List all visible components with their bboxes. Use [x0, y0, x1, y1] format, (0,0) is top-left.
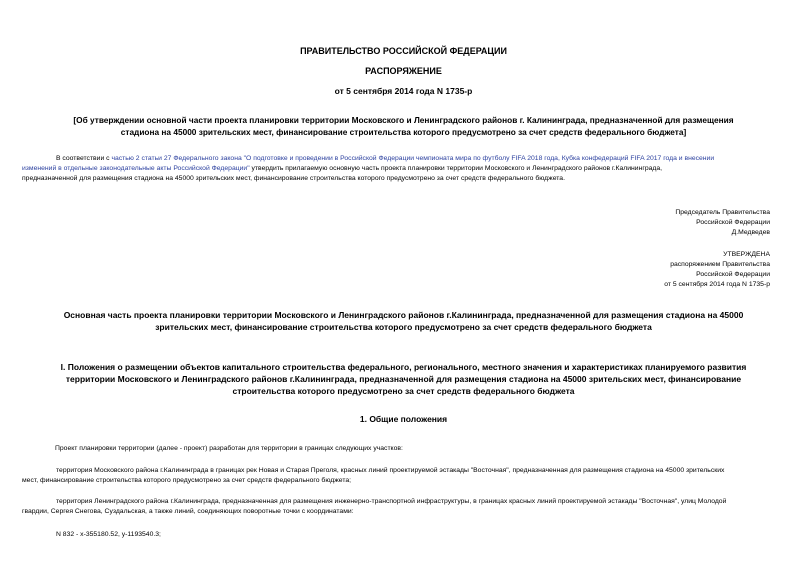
intro-last-line: предназначенной для размещения стадиона на 45000 зрительских мест, финансирование строительства которого предусмотрено за счет средств федерального бюджета. — [22, 175, 565, 182]
signature-position: Председатель Правительства — [675, 209, 770, 216]
law-title-link[interactable]: изменений в отдельные законодательные акты Российской Федерации" — [22, 165, 250, 172]
intro-decision: утвердить прилагаемую основную часть проекта планировки территории Московского и Ленинградского районов г.Калининграда, — [249, 165, 663, 172]
intro-paragraph — [22, 154, 782, 184]
body-paragraph-1: Проект планировки территории (далее - проект) разработан для территории в границах следующих участков: — [55, 445, 403, 452]
coordinates-point: N 832 - х-355180.52, у-1193540.3; — [56, 531, 161, 538]
main-title-line2: зрительских мест, финансирование строительства которого предусмотрено за счет средств федерального бюджета — [155, 322, 652, 332]
body-paragraph-3 — [22, 497, 726, 517]
document-title-line2: стадиона на 45000 зрительских мест, финансирование строительства которого предусмотрено за счет средств федерального бюджета] — [120, 127, 687, 137]
approval-date: от 5 сентября 2014 года N 1735-р — [664, 281, 770, 288]
subsection-title: 1. Общие положения — [359, 414, 448, 424]
approval-country: Российской Федерации — [696, 271, 770, 278]
body-paragraph-3-line2: гвардии, Сергея Снегова, Суздальская, а также линий, соединяющих поворотные точки с координатами: — [22, 508, 354, 515]
approval-block — [664, 250, 770, 290]
document-type: РАСПОРЯЖЕНИЕ — [365, 66, 442, 76]
main-title-line1: Основная часть проекта планировки территории Московского и Ленинградского районов г.Калининграда, предназначенной для размещения стадиона на 45000 — [63, 310, 744, 320]
body-paragraph-3-line1: территория Ленинградского района г.Калининграда, предназначенная для размещения инженерно-транспортной инфраструктуры, в границах красных линий проектируемой эстакады "Восточная", улиц Молодой — [56, 498, 727, 505]
signature-country: Российской Федерации — [696, 219, 770, 226]
body-paragraph-2-line1: территория Московского района г.Калининграда в границах рек Новая и Старая Преголя, красных линий проектируемой эстакады "Восточная", предназначенная для размещения стадиона на 45000 зрительских — [56, 467, 725, 474]
signature-block — [675, 208, 770, 238]
intro-prefix: В соответствии с — [56, 155, 112, 162]
approval-status: УТВЕРЖДЕНА — [723, 251, 770, 258]
document-date-number: от 5 сентября 2014 года N 1735-р — [334, 86, 473, 96]
section-title-line2: территории Московского и Ленинградского районов г.Калининграда, предназначенной для размещения стадиона на 45000 зрительских мест, финансирование — [65, 374, 742, 384]
section-title-line3: строительства которого предусмотрено за счет средств федерального бюджета — [232, 386, 575, 396]
government-name: ПРАВИТЕЛЬСТВО РОССИЙСКОЙ ФЕДЕРАЦИИ — [300, 46, 507, 56]
signature-name: Д.Медведев — [731, 229, 770, 236]
law-article-link[interactable]: частью 2 статьи 27 Федерального закона "О подготовке и проведении в Российской Федерации чемпионата мира по футболу FIFA 2018 года, Кубка конфедераций FIFA 2017 года и внесении — [111, 155, 715, 162]
body-paragraph-2-line2: мест, финансирование строительства которого предусмотрено за счет средств федерального бюджета; — [22, 477, 352, 484]
document-title-line1: [Об утверждении основной части проекта планировки территории Московского и Ленинградского районов г. Калининграда, предназначенной для размещения — [73, 115, 734, 125]
approval-by: распоряжением Правительства — [670, 261, 770, 268]
section-title-line1: I. Положения о размещении объектов капитального строительства федерального, регионального, местного значения и характеристиках планируемого развития — [60, 362, 747, 372]
body-paragraph-2 — [22, 466, 724, 486]
